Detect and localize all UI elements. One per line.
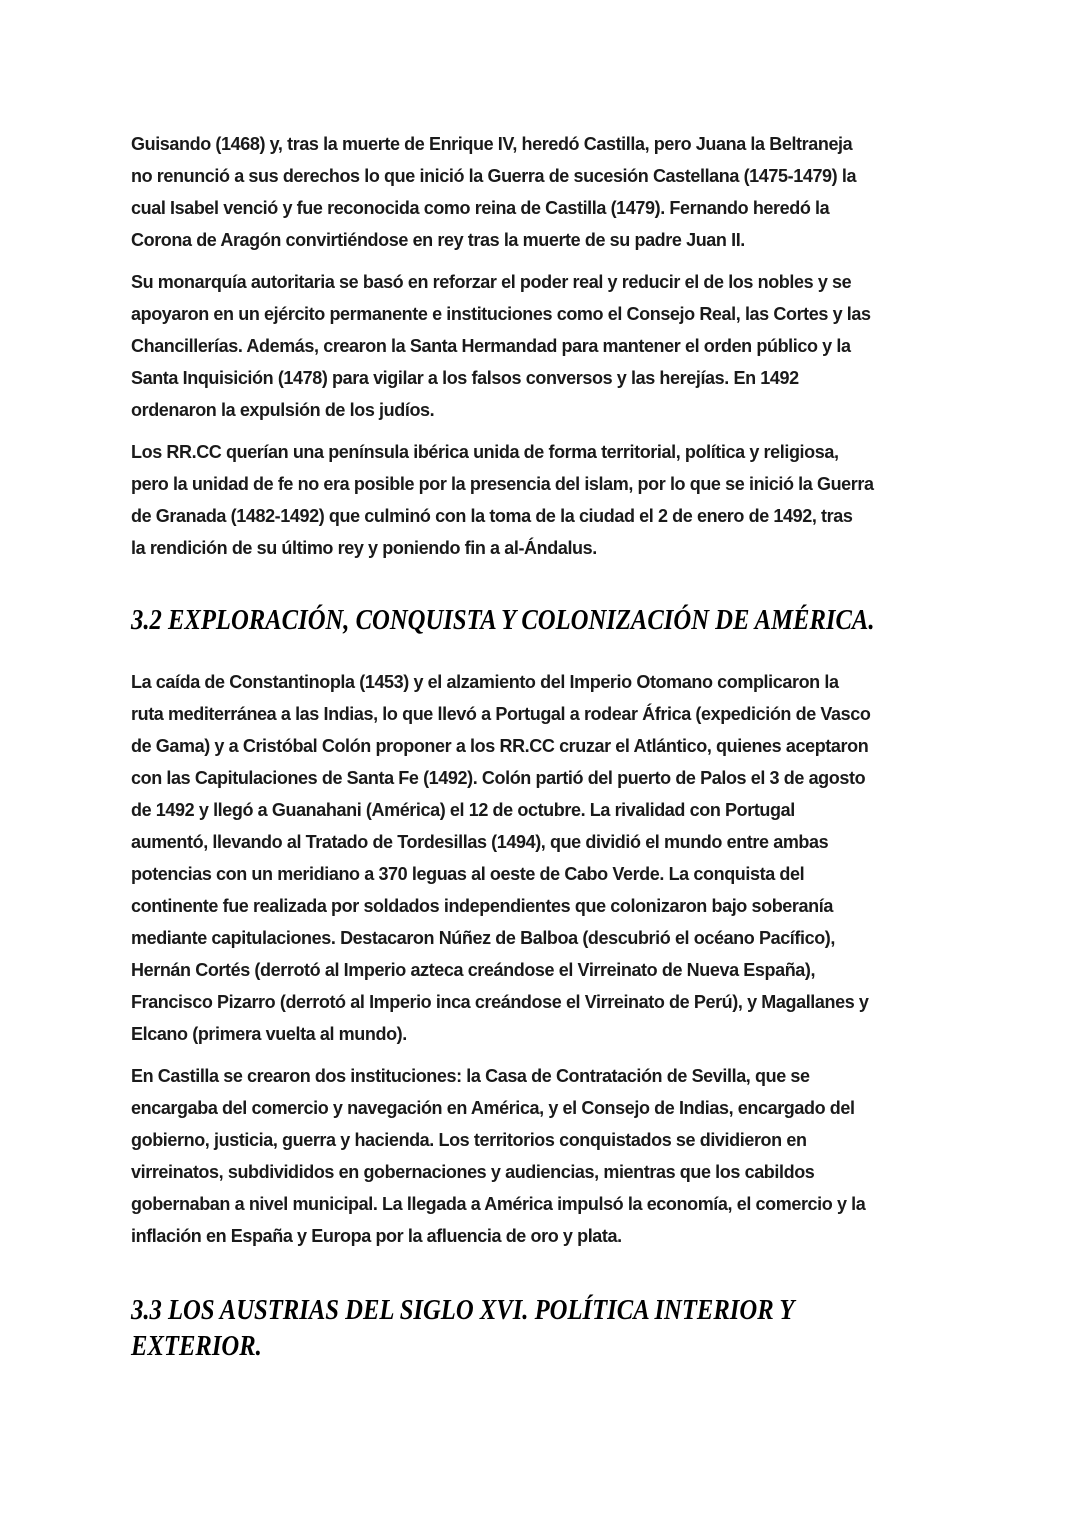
text-line: Hernán Cortés (derrotó al Imperio azteca creándose el Virreinato de Nueva España), (131, 960, 816, 980)
text-line: ordenaron la expulsión de los judíos. (131, 400, 435, 420)
paragraph-guisando-castile-succession-line (131, 192, 971, 224)
text-line: gobierno, justicia, guerra y hacienda. Los territorios conquistados se dividieron en (131, 1130, 807, 1150)
text-line: inflación en España y Europa por la afluencia de oro y plata. (131, 1226, 622, 1246)
paragraph-exploration-conquest-line (131, 858, 971, 890)
text-line: Francisco Pizarro (derrotó al Imperio inca creándose el Virreinato de Perú), y Magallanes y (131, 992, 869, 1012)
text-line: gobernaban a nivel municipal. La llegada a América impulsó la economía, el comercio y la (131, 1194, 866, 1214)
paragraph-guisando-castile-succession-line (131, 224, 971, 256)
text-line: 3.2 EXPLORACIÓN, CONQUISTA Y COLONIZACIÓN DE AMÉRICA. (131, 604, 875, 636)
section-heading-3-3-line (131, 1292, 971, 1328)
document-content (131, 128, 971, 1364)
paragraph-authoritarian-monarchy (131, 266, 971, 426)
paragraph-exploration-conquest-line (131, 666, 971, 698)
text-line: pero la unidad de fe no era posible por la presencia del islam, por lo que se inició la Guerra (131, 474, 874, 494)
text-line: no renunció a sus derechos lo que inició la Guerra de sucesión Castellana (1475-1479) la (131, 166, 857, 186)
paragraph-guisando-castile-succession-line (131, 160, 971, 192)
text-line: ruta mediterránea a las Indias, lo que llevó a Portugal a rodear África (expedición de Vasco (131, 704, 871, 724)
paragraph-exploration-conquest-line (131, 794, 971, 826)
text-line: virreinatos, subdivididos en gobernaciones y audiencias, mientras que los cabildos (131, 1162, 815, 1182)
paragraph-guisando-castile-succession (131, 128, 971, 256)
section-heading-3-3-line (131, 1328, 971, 1364)
paragraph-castile-institutions-line (131, 1092, 971, 1124)
text-line: con las Capitulaciones de Santa Fe (1492). Colón partió del puerto de Palos el 3 de agosto (131, 768, 866, 788)
paragraph-castile-institutions-line (131, 1156, 971, 1188)
paragraph-exploration-conquest-line (131, 730, 971, 762)
paragraph-authoritarian-monarchy-line (131, 394, 971, 426)
paragraph-granada-war (131, 436, 971, 564)
text-line: la rendición de su último rey y poniendo fin a al-Ándalus. (131, 538, 597, 558)
paragraph-granada-war-line (131, 500, 971, 532)
paragraph-castile-institutions-line (131, 1124, 971, 1156)
text-line: aumentó, llevando al Tratado de Tordesillas (1494), que dividió el mundo entre ambas (131, 832, 829, 852)
section-heading-3-3 (131, 1292, 971, 1364)
section-heading-3-2-line (131, 602, 971, 638)
paragraph-exploration-conquest-line (131, 826, 971, 858)
paragraph-castile-institutions-line (131, 1220, 971, 1252)
text-line: de 1492 y llegó a Guanahani (América) el 12 de octubre. La rivalidad con Portugal (131, 800, 795, 820)
text-line: Guisando (1468) y, tras la muerte de Enrique IV, heredó Castilla, pero Juana la Beltraneja (131, 134, 853, 154)
paragraph-granada-war-line (131, 532, 971, 564)
paragraph-castile-institutions-line (131, 1060, 971, 1092)
text-line: Chancillerías. Además, crearon la Santa Hermandad para mantener el orden público y la (131, 336, 851, 356)
paragraph-exploration-conquest-line (131, 986, 971, 1018)
text-line: EXTERIOR. (131, 1330, 262, 1362)
text-line: potencias con un meridiano a 370 leguas al oeste de Cabo Verde. La conquista del (131, 864, 805, 884)
text-line: cual Isabel venció y fue reconocida como reina de Castilla (1479). Fernando heredó la (131, 198, 830, 218)
paragraph-granada-war-line (131, 436, 971, 468)
paragraph-exploration-conquest-line (131, 1018, 971, 1050)
text-line: encargaba del comercio y navegación en América, y el Consejo de Indias, encargado del (131, 1098, 855, 1118)
text-line: Los RR.CC querían una península ibérica unida de forma territorial, política y religiosa, (131, 442, 839, 462)
text-line: mediante capitulaciones. Destacaron Núñez de Balboa (descubrió el océano Pacífico), (131, 928, 836, 948)
text-line: Elcano (primera vuelta al mundo). (131, 1024, 407, 1044)
paragraph-exploration-conquest-line (131, 890, 971, 922)
paragraph-authoritarian-monarchy-line (131, 362, 971, 394)
paragraph-authoritarian-monarchy-line (131, 298, 971, 330)
text-line: La caída de Constantinopla (1453) y el alzamiento del Imperio Otomano complicaron la (131, 672, 839, 692)
text-line: de Granada (1482-1492) que culminó con la toma de la ciudad el 2 de enero de 1492, tras (131, 506, 853, 526)
paragraph-guisando-castile-succession-line (131, 128, 971, 160)
paragraph-castile-institutions (131, 1060, 971, 1252)
paragraph-exploration-conquest (131, 666, 971, 1050)
text-line: Santa Inquisición (1478) para vigilar a los falsos conversos y las herejías. En 1492 (131, 368, 799, 388)
paragraph-castile-institutions-line (131, 1188, 971, 1220)
text-line: de Gama) y a Cristóbal Colón proponer a los RR.CC cruzar el Atlántico, quienes aceptaron (131, 736, 869, 756)
text-line: apoyaron en un ejército permanente e instituciones como el Consejo Real, las Cortes y las (131, 304, 871, 324)
paragraph-exploration-conquest-line (131, 922, 971, 954)
text-line: 3.3 LOS AUSTRIAS DEL SIGLO XVI. POLÍTICA INTERIOR Y (131, 1294, 795, 1326)
paragraph-exploration-conquest-line (131, 762, 971, 794)
text-line: Su monarquía autoritaria se basó en reforzar el poder real y reducir el de los nobles y se (131, 272, 852, 292)
text-line: continente fue realizada por soldados independientes que colonizaron bajo soberanía (131, 896, 833, 916)
paragraph-authoritarian-monarchy-line (131, 330, 971, 362)
section-heading-3-2 (131, 602, 971, 638)
paragraph-authoritarian-monarchy-line (131, 266, 971, 298)
paragraph-granada-war-line (131, 468, 971, 500)
text-line: Corona de Aragón convirtiéndose en rey tras la muerte de su padre Juan II. (131, 230, 745, 250)
paragraph-exploration-conquest-line (131, 698, 971, 730)
text-line: En Castilla se crearon dos instituciones: la Casa de Contratación de Sevilla, que se (131, 1066, 810, 1086)
paragraph-exploration-conquest-line (131, 954, 971, 986)
